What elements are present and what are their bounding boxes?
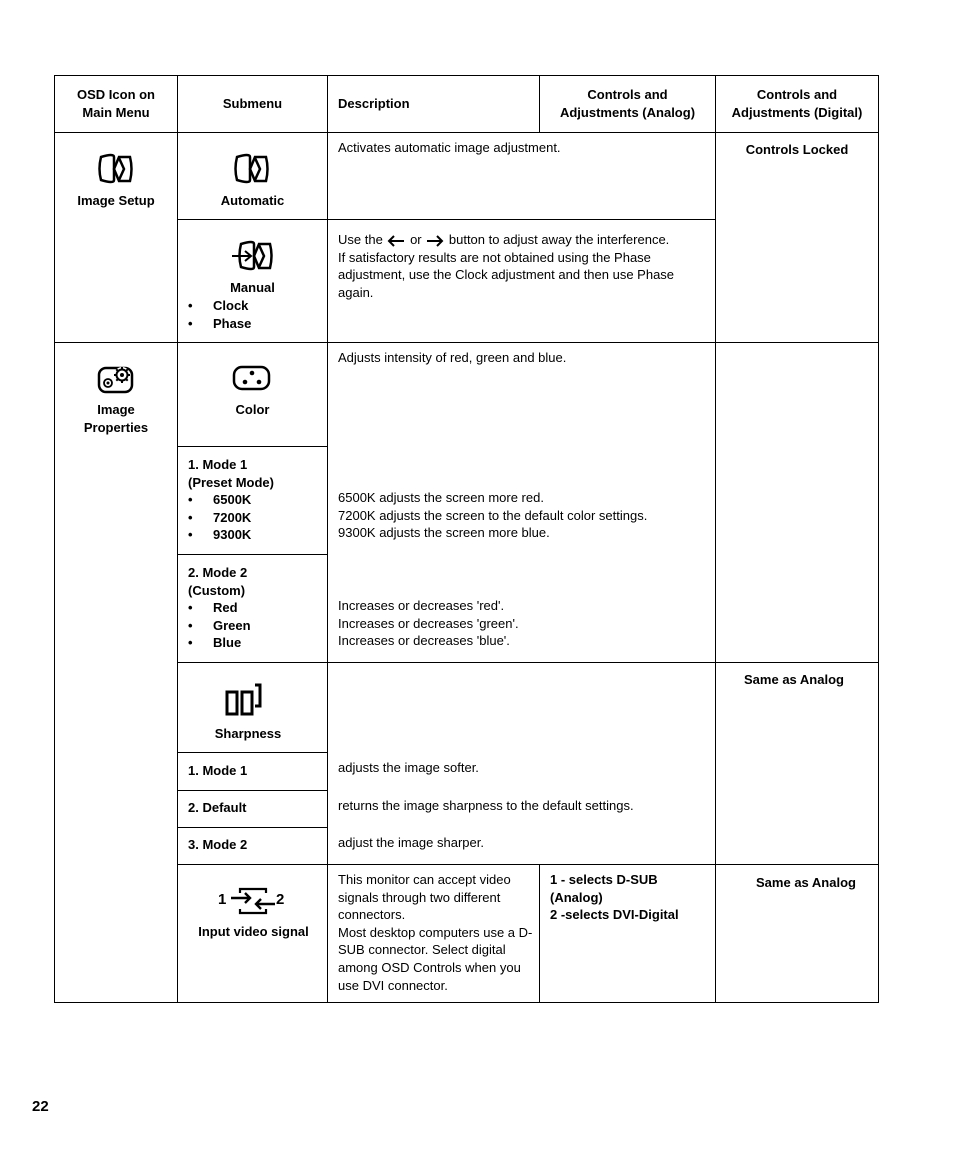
column-divider (177, 75, 178, 1003)
page-number: 22 (32, 1098, 49, 1115)
mode1-description: 6500K adjusts the screen more red. 7200K adjusts the screen to the default color settings. 9300K adjusts the screen more blue. (338, 490, 648, 541)
mode2-description: Increases or decreases 'red'. Increases or decreases 'green'. Increases or decreases 'blue'. (338, 598, 519, 649)
header-description: Description (338, 96, 410, 111)
automatic-label: Automatic (220, 193, 285, 208)
mode1-items-list (188, 491, 323, 544)
column-divider (539, 864, 540, 1003)
list-item: • Clock (188, 298, 249, 313)
sharp-default-label: 2. Default (188, 800, 247, 815)
manual-label: Manual (230, 280, 275, 295)
manual-adjust-icon (231, 240, 275, 272)
row-divider (177, 864, 879, 865)
input-video-signal-label: Input video signal (198, 924, 309, 939)
list-item: • 7200K (188, 509, 252, 525)
sharp-mode1-label: 1. Mode 1 (188, 763, 248, 778)
row-divider (177, 752, 328, 753)
row-divider (177, 554, 328, 555)
list-item: • Phase (188, 315, 252, 331)
color-label: Color (235, 402, 270, 417)
color-icon (232, 364, 272, 392)
table-border-right (878, 75, 879, 1003)
sharp-mode1-description: adjusts the image softer. (338, 760, 479, 775)
color-description: Adjusts intensity of red, green and blue. (338, 350, 567, 365)
row-divider (177, 446, 328, 447)
table-border-left (54, 75, 55, 1003)
sharp-mode2-description: adjust the image sharper. (338, 835, 484, 850)
row-divider (177, 662, 879, 663)
list-item: • 9300K (188, 527, 252, 543)
input-switch-icon (218, 887, 290, 915)
sharp-default-description: returns the image sharpness to the default settings. (338, 798, 634, 813)
header-submenu: Submenu (222, 96, 283, 111)
automatic-description: Activates automatic image adjustment. (338, 140, 561, 155)
mode1-title: 1. Mode 1 (Preset Mode) (188, 457, 274, 490)
row-divider (177, 827, 328, 828)
header-controls-digital: Controls and Adjustments (Digital) (731, 87, 863, 120)
auto-adjust-icon (233, 153, 271, 185)
list-item: • Red (188, 600, 238, 615)
header-osd-icon: OSD Icon on Main Menu (77, 87, 155, 120)
row-divider (177, 219, 716, 220)
list-item: • Blue (188, 635, 242, 651)
image-setup-digital-note: Controls Locked (745, 142, 849, 157)
image-properties-icon (97, 364, 135, 394)
left-arrow-icon (386, 235, 406, 247)
input-switch-arrows-icon (230, 887, 276, 915)
sharpness-digital-note: Same as Analog (744, 672, 844, 687)
image-setup-icon (97, 153, 135, 185)
column-divider (715, 75, 716, 1003)
mode2-title: 2. Mode 2 (Custom) (188, 565, 248, 598)
right-arrow-icon (425, 235, 445, 247)
mode2-items-list (188, 599, 323, 652)
input-digital-note: Same as Analog (756, 875, 856, 890)
sharpness-label: Sharpness (214, 726, 282, 741)
image-properties-label: Image Properties (83, 402, 149, 435)
input-icon-left-number: 1 (218, 891, 227, 908)
sharpness-icon (224, 682, 264, 718)
input-analog-controls: 1 - selects D-SUB (Analog) 2 -selects DVI-Digital (550, 872, 679, 923)
manual-description: Use the or button to adjust away the interference. If satisfactory results are not obtained using the Phase adjustment, use the Clock adjustment and then use Phase again. (338, 232, 675, 300)
column-divider (327, 75, 328, 1003)
list-item: • 6500K (188, 492, 252, 507)
input-icon-right-number: 2 (276, 891, 285, 908)
sharp-mode2-label: 3. Mode 2 (188, 837, 248, 852)
list-item: • Green (188, 617, 251, 633)
row-divider (177, 790, 328, 791)
image-setup-label: Image Setup (77, 193, 155, 208)
input-description: This monitor can accept video signals through two different connectors. Most desktop computers use a D-SUB connector. Select digital among OSD Controls when you use DVI connector. (338, 872, 533, 993)
header-controls-analog: Controls and Adjustments (Analog) (559, 87, 696, 120)
manual-items-list (188, 297, 323, 332)
